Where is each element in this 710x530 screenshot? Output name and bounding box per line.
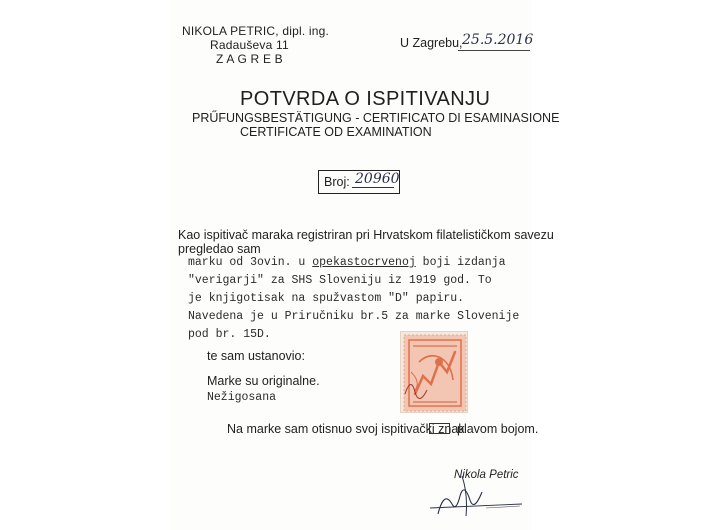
intro-line-2: pregledao sam [178, 242, 261, 256]
scan-margin-left [0, 0, 170, 530]
certificate-number-label: Broj: [324, 175, 350, 189]
signature-name: Nikola Petric [454, 469, 519, 481]
mark-note-text: Na marke sam otisnuo svoj ispitivački znak [227, 422, 465, 436]
typed-line-4: Navedena je u Priručniku br.5 za marke Slovenije [188, 310, 520, 323]
typed-line-1-end: boji izdanja [415, 256, 506, 269]
mark-note-color: plavom bojom. [457, 422, 539, 436]
certificate-number-underline [352, 187, 394, 188]
typed-condition-note: Nežigosana [207, 391, 277, 404]
typed-line-5: pod br. 15D. [188, 328, 271, 341]
typed-line-2: "verigarji" za SHS Sloveniju iz 1919 god. To [188, 274, 492, 287]
certificate-number-value: 20960 [355, 171, 400, 187]
stamp-image [400, 331, 468, 413]
date-handwritten: 25.5.2016 [462, 32, 534, 48]
certificate-subtitle-de-it: PRŰFUNGSBESTÄTIGUNG - CERTIFICATO DI ESAMINASIONE [192, 111, 560, 125]
handwritten-signature [426, 474, 526, 518]
date-underline [458, 50, 530, 51]
certificate-title: POTVRDA O ISPITIVANJU [240, 88, 491, 110]
issuer-street: Radauševa 11 [210, 38, 289, 52]
certificate-subtitle-en: CERTIFICATE OD EXAMINATION [240, 125, 432, 139]
scan-margin-right [532, 0, 710, 530]
intro-line-1: Kao ispitivač maraka registriran pri Hrvatskom filatelističkom savezu [178, 228, 554, 242]
typed-line-1 [188, 256, 505, 269]
place-prefix: U Zagrebu, [400, 36, 463, 50]
examiner-mark-box [429, 423, 450, 434]
result-text: Marke su originalne. [207, 374, 320, 388]
established-text: te sam ustanovio: [207, 349, 305, 363]
typed-line-1-start: marku od 3ovin. u [188, 256, 313, 269]
issuer-name: NIKOLA PETRIC, dipl. ing. [182, 24, 330, 38]
typed-color-underlined: opekastocrvenoj [312, 256, 416, 269]
typed-line-3: je knjigotisak na spužvastom "D" papiru. [188, 292, 465, 305]
issuer-city: Z A G R E B [216, 52, 283, 66]
